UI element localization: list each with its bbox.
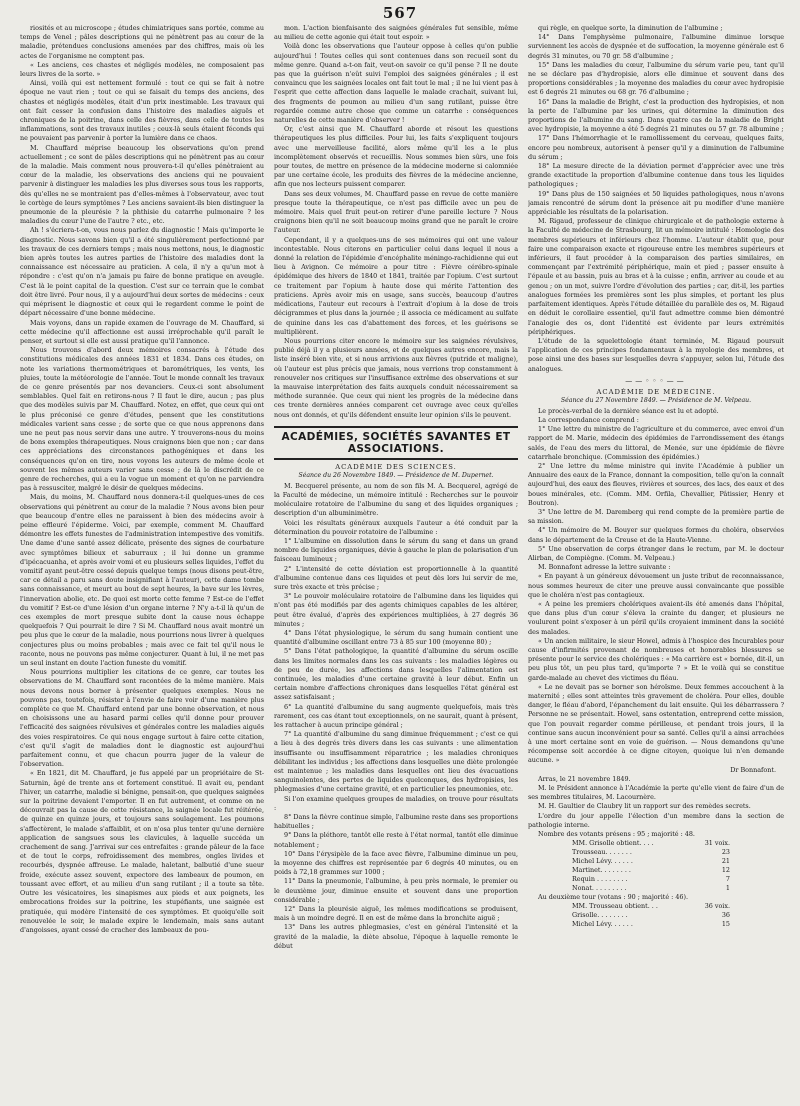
candidate-name: Grisolle. . . . . . . . <box>572 911 628 920</box>
column-2-report <box>274 482 518 951</box>
paragraph: Le procès-verbal de la dernière séance est lu et adopté. <box>538 406 719 415</box>
vote-row <box>528 902 784 911</box>
vote-row <box>528 884 784 893</box>
vote-row <box>528 920 784 929</box>
paragraph: 18° La mesure directe de la déviation permet d'apprécier avec une très grande exactitude la proportion d'albumine contenue dans tous les liquides pathologiques ; <box>528 162 784 189</box>
vote-count: 7 <box>725 875 730 884</box>
paragraph: Nombre des votants présens : 95 ; majorité : 48. <box>538 830 695 839</box>
paragraph: mon. L'action bienfaisante des saignées générales fut sensible, même au milieu de cette agonie qui était tout espoir. » <box>274 24 518 42</box>
academy-sciences-title: ACADÉMIE DES SCIENCES. <box>335 462 457 471</box>
paragraph: 2° L'intensité de cette déviation est proportionnelle à la quantité d'albumine contenue dans ces liquides et peut dès lors lui servir de me, sure très exacte et très précise ; <box>274 564 518 591</box>
vote-table-first-round <box>528 839 784 893</box>
paragraph: 2° Une lettre du même ministre qui invite l'Académie à publier un Annuaire des eaux de la France, donnant la composition, telle qu'on la connaît aujourd'hui, des eaux des fleuves, rivières et sources, des lacs, des eaux et des boues minérales, etc. (Comm. MM. Orfila, Chevallier, Pâtissier, Henry et Boutron). <box>528 461 784 507</box>
paragraph: 16° Dans la maladie de Bright, c'est la production des hydropisies, et non la perte de l'albumine par les urines, qui détermine la diminution des proportions de l'albumine du sang. Dans quatre cas de la maladie de Bright avec hydropisie, la moyenne a été 5 degrés 21 minutes ou 57 gr. 78 albumine ; <box>528 97 784 134</box>
paragraph: Cependant, il y a quelques-uns de ses mémoires qui ont une valeur incontestable. Nous citerons en particulier celui dans lequel il nous a donné la relation de l'épidémie d'encéphalite méningo-rachidienne qui eut lieu à Avignon. Ce mémoire a pour titre : Fièvre cérébro-spinale épidémique des hivers de 1840 et 1841, traitée par l'opium. C'est surtout ce traitement par l'opium à haute dose qui mérite l'attention des praticiens. Après avoir mis en usage, sans succès, beaucoup d'autres médications, l'auteur eut recours à l'extrait d'opium à la dose de trois décigrammes et plus dans la journée ; il associa ce médicament au sulfate de quinine dans les cas d'abattement des forces, et les guérisons se multiplièrent. <box>274 235 518 336</box>
column-3 <box>528 24 784 1104</box>
vote-row <box>528 911 784 920</box>
vote-count: 15 <box>721 920 730 929</box>
column-1-paragraphs <box>20 24 264 935</box>
paragraph: 14° Dans l'emphysème pulmonaire, l'albumine diminue lorsque surviennent les accès de dyspnée et de suffocation, la moyenne générale est 6 degrés 31 minutes, ou 70 gr. 58 d'albumine ; <box>528 33 784 60</box>
paragraph: 13° Dans les autres phlegmasies, c'est en général l'intensité et la gravité de la maladie, la diète absolue, l'époque à laquelle remonte le début <box>274 923 518 950</box>
candidate-name: Michel Lévy. . . . . . <box>572 920 633 929</box>
paragraph: 3° Une lettre de M. Daremberg qui rend compte de la première partie de sa mission. <box>528 507 784 526</box>
paragraph: L'ordre du jour appelle l'élection d'un membre dans la section de pathologie interne. <box>528 811 784 829</box>
candidate-name: MM. Grisolle obtient. . . . <box>572 839 654 848</box>
paragraph: 12° Dans la pleurésie aiguë, les mêmes modifications se produisent, mais à un moindre degré. Il en est de même dans la bronchite aiguë ; <box>274 905 518 923</box>
vote-count: 1 <box>725 884 730 893</box>
paragraph: La correspondance comprend : <box>538 415 639 424</box>
paragraph: « A peine les premiers cholériques avaient-ils été amenés dans l'hôpital, que dans plus d'un cœur s'éleva la crainte du danger, et plusieurs ne voulurent point s'exposer à un péril qu'ils croyaient imminent dans la société des malades. <box>528 599 784 636</box>
paragraph: M. Chauffard méprise beaucoup les observations qu'on prend actuellement ; ce sont de pâles descriptions qui ne pénètrent pas au cœur de la maladie. Mais comment nous prouvera-t-il qu'elles pénètraient au cœur de la maladie, les observations des anciens qui ne pouvaient parvenir à distinguer les maladies les plus diverses sous tous les rapports, dès qu'elles ne se montraient pas d'elles-mêmes à l'observateur, avec tout le cortège de leurs symptômes ? Les anciens savaient-ils bien distinguer la pneumonie de la pleurésie ? la phthisie du catarrhe pulmonaire ? les maladies du cœur l'une de l'autre ? etc., etc. <box>20 143 264 226</box>
vote-count: 12 <box>721 866 730 875</box>
vote-count: 23 <box>721 848 730 857</box>
paragraph: Mais voyons, dans un rapide examen de l'ouvrage de M. Chauffard, si cette médecine qu'il affectionne est aussi irréprochable qu'il paraît le penser, et surtout si elle est aussi pratique qu'il l'annonce. <box>20 318 264 345</box>
paragraph: M. Bonnafont adresse la lettre suivante : <box>538 563 671 572</box>
paragraph: « En payant à un généreux dévouement un juste tribut de reconnaissance, nous sommes heureux de citer une preuve aussi convaincante que possible que le choléra n'est pas contagieux. <box>528 572 784 599</box>
paragraph: 19° Dans plus de 150 saignées et 50 liquides pathologiques, nous n'avons jamais rencontré de sérum dont la présence ait pu modifier d'une manière appréciable les résultats de la polarisation. <box>528 189 784 217</box>
paragraph: Ainsi, voilà qui est nettement formulé : tout ce qui se fait à notre époque ne vaut rien ; tout ce qui se faisait du temps des anciens, des chastes et négligés modèles, était d'un prix inestimable. Les travaux qui ont fait cesser la confusion dans l'histoire des maladies aiguës et chroniques de la poitrine, dans celle des fièvres, dans celle de toutes les inflammations, sont des travaux inutiles ; ceux-là seuls étaient féconds qui ne pouvaient pas parvenir à porter la lumière dans ce chaos. <box>20 79 264 143</box>
paragraph: L'étude de la squelettologie étant terminée, M. Rigaud poursuit l'application de ces principes fondamentaux à la myologie des membres, et pose ainsi une des bases sur lesquelles devra s'appuyer, selon lui, l'étude des analogues. <box>528 336 784 373</box>
vote-table-second-round <box>528 902 784 929</box>
candidate-name: Nonat. . . . . . . . . <box>572 884 627 893</box>
paragraph: Dans ses deux volumes, M. Chauffard passe en revue de cette manière presque toute la thérapeutique, ce n'est pas difficile avec un peu de mémoire. Mais quel fruit peut-on retirer d'une pareille lecture ? Nous craignons bien qu'il ne soit beaucoup moins grand que ne paraît le croire l'auteur. <box>274 189 518 235</box>
paragraph: 4° Dans l'état physiologique, le sérum du sang humain contient une quantité d'albumine oscillant entre 73 à 85 sur 100 (moyenne 80) ; <box>274 628 518 647</box>
paragraph: M. Rigaud, professeur de clinique chirurgicale et de pathologie externe à la Faculté de médecine de Strasbourg, lit un mémoire intitulé : Homologie des membres supérieurs et inférieurs chez l'homme. L'auteur établit que, pour faire une comparaison exacte et rigoureuse entre les membres supérieurs et inférieurs, il faut procéder à la comparaison des parties similaires, en commençant par l'extrémité périphérique, main et pied ; passer ensuite à l'épaule et au bassin, puis au bras et à la cuisse ; enfin, arriver au coude et au genou ; on un mot, suivre l'ordre d'évolution des parties ; car, dit-il, les parties analogues formées les premières sont les plus simples, et portant les plus parfaitement identiques. Après l'étude détaillée du parallèle des os, M. Rigaud en déduit le corollaire essentiel, qu'il faut admettre comme bien démontré l'analogie des os, dont l'identité est évidente par leurs extrémités périphériques. <box>528 217 784 336</box>
paragraph: 9° Dans la pléthore, tantôt elle reste à l'état normal, tantôt elle diminue notablement ; <box>274 831 518 849</box>
paragraph: Voici les résultats généraux auxquels l'auteur a été conduit par la détermination du pouvoir rotatoire de l'albumine : <box>274 518 518 536</box>
candidate-name: Martinet. . . . . . . . <box>572 866 631 875</box>
candidate-name: Trousseau. . . . . . . <box>572 848 632 857</box>
column-3-election <box>528 775 784 839</box>
paragraph: 11° Dans la pneumonie, l'albumine, à peu près normale, le premier ou le deuxième jour, diminue ensuite et souvent dans une proportion considérable ; <box>274 877 518 904</box>
paragraph: 8° Dans la fièvre continue simple, l'albumine reste dans ses proportions habituelles ; <box>274 813 518 831</box>
paragraph: 5° Dans l'état pathologique, la quantité d'albumine du sérum oscille dans les limites normales dans les cas suivants : les maladies légères ou de peu de durée, les affections dans lesquelles l'alimentation est continuée, les maladies d'une certaine gravité à leur début. Enfin un certain nombre d'affections chroniques dans lesquelles l'état général est assez satisfaisant ; <box>274 647 518 702</box>
vote-row <box>528 875 784 884</box>
candidate-name: MM. Trousseau obtient. . . <box>572 902 658 911</box>
vote-count: 36 <box>721 911 730 920</box>
paragraph: 10° Dans l'érysipèle de la face avec fièvre, l'albumine diminue un peu, la moyenne des chiffres est représentée par 6 degrés 40 minutes, ou en poids à 72,18 grammes sur 1000 ; <box>274 849 518 877</box>
paragraph: 5° Une observation de corps étranger dans le rectum, par M. le docteur Alirban, de Compiègne. (Comm. M. Velpeau.) <box>528 544 784 562</box>
column-3-correspondence <box>528 407 784 766</box>
paragraph: M. H. Gaultier de Claubry lit un rapport sur des remèdes secrets. <box>538 802 751 811</box>
paragraph: Mais, du moins, M. Chauffard nous donnera-t-il quelques-unes de ces observations qui pénètrent au cœur de la maladie ? Nous avons bien peur que beaucoup d'entre elles ne paraissent à bien des médecins avoir à peine effleuré l'épiderme. Voici, par exemple, comment M. Chauffard démontre les effets funestes de l'administration intempestive des vomitifs. Une dame d'une santé assez délicate, présente des signes de courbature avec symptômes bilieux et saburraux ; il lui donne un gramme d'ipécacuanha, et après avoir vomi et eu plusieurs selles liquides, l'effet du vomitif ayant peut-être cessé depuis quelque temps (nous disons peut-être, car ce détail a paru sans doute insignifiant à l'auteur), cette dame tombe sans connaissance, et meurt au bout de sept heures, la bave sur les lèvres, l'innervation abolie, etc. De quoi est morte cette femme ? Est-ce de l'effet du vomitif ? Est-ce d'une lésion d'un organe interne ? N'y a-t-il là qu'un de ces exemples de mort presque subite dont la cause nous échappe quelquefois ? Qui pourrait le dire ? Si M. Chauffard nous avait montré un peu plus que le cœur de la maladie, nous pourrions nous livrer à quelques conjectures plus ou moins probables ; mais avec ce fait tel qu'il nous le raconte, nous ne pouvons pas même conjecturer. Quant à lui, il ne met pas un seul instant en doute l'action funeste du vomitif. <box>20 493 264 668</box>
paragraph: Nous pourrions multiplier les citations de ce genre, car toutes les observations de M. Chauffard sont racontées de la même manière. Mais nous devons nous borner à présenter quelques exemples. Nous ne pouvons pas, toutefois, résister à l'envie de faire voir d'une manière plus complète ce que M. Chauffard entend par une bonne observation, et nous en choisissons une au hasard parmi celles qu'il donne pour prouver l'efficacité des saignées révulsives et générales contre les maladies aiguës des voies respiratoires. Ce qui nous engage surtout à faire cette citation, c'est qu'il s'agit de maladies dont le diagnostic est aujourd'hui parfaitement connu, et que chacun pourra juger de la valeur de l'observation. <box>20 668 264 769</box>
paragraph: qui règle, en quelque sorte, la diminution de l'albumine ; <box>538 24 723 32</box>
paragraph: 17° Dans l'hémorrhagie et le ramollissement du cerveau, quelques faits, encore peu nombreux, autorisent à penser qu'il y a diminution de l'albumine du sérum ; <box>528 134 784 161</box>
paragraph: M. le Président annonce à l'Académie la perte qu'elle vient de faire d'un de ses membres titulaires, M. Lacournère. <box>528 784 784 802</box>
column-3-paragraphs <box>528 24 784 374</box>
section-title: ACADÉMIES, SOCIÉTÉS SAVANTES ET ASSOCIATIONS. <box>274 426 518 460</box>
paragraph: Or, c'est ainsi que M. Chauffard aborde et résout les questions thérapeutiques les plus difficiles. Pour lui, les faits s'expliquent toujours avec une merveilleuse facilité, alors même qu'il les a le plus incomplètement observés et recueillis. Nous sommes bien sûrs, une fois pour toutes, de mettre en présence de la médecine moderne si calomniée par une certaine école, les produits des fièvres de la médecine ancienne, afin que nos lecteurs puissent comparer. <box>274 125 518 189</box>
paragraph: « Les anciens, ces chastes et négligés modèles, ne composaient pas leurs livres de la sorte. » <box>20 60 264 79</box>
paragraph: Ah ! s'écriera-t-on, vous nous parlez du diagnostic ! Mais qu'importe le diagnostic. Nous savons bien qu'il a été singulièrement perfectionné par les travaux de ces derniers temps ; mais nous mettons, nous, le diagnostic bien après toutes les autres parties de l'histoire des maladies dont la connaissance est nécessaire au praticien. A cela, il n'y a qu'un mot à répondre : c'est qu'on n'a jamais pu faire de bonne pratique en aveugle. C'est là le point capital de la question. C'est sur ce terrain que le combat doit être livré. Pour nous, il y a aujourd'hui deux sortes de médecins : ceux qui méprisent le diagnostic et ceux qui le regardent comme le point de départ nécessaire d'une bonne médecine. <box>20 226 264 318</box>
vote-row <box>528 866 784 875</box>
column-1 <box>20 24 264 1104</box>
paragraph: Si l'on examine quelques groupes de maladies, on trouve pour résultats : <box>274 794 518 812</box>
candidate-name: Requin . . . . . . . . <box>572 875 628 884</box>
paragraph: riosités et au microscope ; études chimiatriques sans portée, comme au temps de Venel ; pâles descriptions qui ne pénètrent pas au cœur de la maladie, prétendues conclusions amenées par des chiffres, mais où les actes de l'organisme ne comptent pas. <box>20 24 264 60</box>
column-2 <box>274 24 518 1104</box>
second-round-line: Au deuxième tour (votans : 90 ; majorité : 46). <box>538 893 688 902</box>
page-number: 567 <box>382 4 418 22</box>
vote-count: 31 voix. <box>704 839 730 848</box>
seance-line: Séance du 26 Novembre 1849. — Présidence de M. Dupernet. <box>298 471 494 479</box>
vote-count: 21 <box>721 857 730 866</box>
paragraph: Voilà donc les observations que l'auteur oppose à celles qu'on publie aujourd'hui ! Toutes celles qui sont contenues dans son recueil sont du même genre. Quand a-t-on fait, veut-on savoir ce qu'il pense ? Il ne doute pas que la guérison n'eût suivi l'emploi des saignées générales ; il est convaincu que les saignées locales ont fait tout le mal ; il ne lui vient pas à l'esprit que cette affection dans laquelle le malade crachait, suivant lui, des fragments de poumon au milieu d'un sang rutilant, puisse être regardée comme autre chose que comme un catarrhe : conséquences naturelles de cette manière d'observer ! <box>274 42 518 125</box>
vote-row <box>528 857 784 866</box>
seance-line: Séance du 27 Novembre 1849. — Présidence de M. Velpeau. <box>560 396 752 404</box>
paragraph: « Un ancien militaire, le sieur Howel, admis à l'hospice des Incurables pour cause d'infirmités provenant de nombreuses et honorables blessures se présente pour le service des cholériques : « Ma carrière est « bornée, dit-il, un peu plus tôt, un peu plus tard, qu'importe ? » Et le voilà qui se constitue garde-malade au chevet des victimes du fléau. <box>528 636 784 682</box>
paragraph: 4° Un mémoire de M. Bouyer sur quelques formes du choléra, observées dans le département de la Creuse et de la Haute-Vienne. <box>528 526 784 544</box>
paragraph: 15° Dans les maladies du cœur, l'albumine du sérum varie peu, tant qu'il ne se déclare pas d'hydropisie, alors elle diminue et souvent dans des proportions considérables ; la moyenne des maladies du cœur avec hydropisie est 6 degrés 21 minutes ou 68 gr. 76 d'albumine ; <box>528 60 784 97</box>
academy-medecine-title: ACADÉMIE DE MÉDECINE. <box>596 387 716 396</box>
vote-row <box>528 848 784 857</box>
paragraph: Nous pourrions citer encore le mémoire sur les saignées révulsives, publié déjà il y a plusieurs années, et de quelques autres encore, mais la liste inséré bien vite, et si nous arrivions aux fièvres (putride et maligne), où l'auteur est plus précis que jamais, nous verrions trop constamment à renouveler nos critiques sur l'insuffisance extrême des observations et sur la mauvaise interprétation des faits auxquels conduit nécessairement sa méthode surannée. Que ceux qui nient les progrès de la médecine dans ces trente dernières années comparent cet ouvrage avec ceux qu'elles nous ont donnés, et qu'ils défendent ensuite leur opinion s'ils le peuvent. <box>274 336 518 419</box>
ornament-divider: ——◦◦◦—— <box>625 376 687 385</box>
signature: Dr Bonnafont. <box>730 765 776 774</box>
vote-count: 36 voix. <box>704 902 730 911</box>
paragraph: « Le ne devait pas se borner son héroïsme. Deux femmes accouchent à la maternité ; elles sont atteintes très gravement de choléra. Pour elles, double danger, le fléau d'abord, l'épanchement du lait ensuite. Qui les débarrassera ? Personne ne se présentait. Howel, sans ostentation, entreprend cette mission, que l'on pouvait regarder comme périlleuse, et pendant trois jours, il la continue sans aucun inconvénient pour sa santé. Celles qu'il a ainsi arrachées à une mort certaine sont en voie de guérison. — Nous demandons qu'une récompense soit accordée à ce digne citoyen, quoique lui n'en demande aucune. » <box>528 682 784 765</box>
paragraph: Nous trouvons d'abord deux mémoires consacrés à l'étude des constitutions médicales des années 1831 et 1834. Dans ces études, on note les variations thermométriques et barométriques, les vents, les pluies, toute la météorologie de l'année. Tout le monde connaît les travaux de ce genre présentés par nos devanciers. Ceux-ci sont absolument semblables. Quel fait en retirons-nous ? Il faut le dire, aucun ; pas plus que des modèles suivis par M. Chauffard. Notez, en effet, que ceux qui ont le plus préconisé ce genre d'études, pensent que les constitutions médicales varient sans cesse ; de sorte que ce que nous apprenons dans une ne peut pas nous servir dans une autre. Y trouverons-nous du moins de bons exemples thérapeutiques. Nous craignons bien que non ; car dans ces appréciations des circonstances pathogéniques et dans les conséquences qu'on en tire, nous voyons les auteurs de même école et souvent les mêmes auteurs varier sans cesse ; de là le discrédit de ce genre de recherches, qui a eu la vogue un moment et qu'on ne parviendra pas à ressusciter, malgré le désir de quelques médecins. <box>20 346 264 493</box>
vote-row <box>528 839 784 848</box>
paragraph: Arras, le 21 novembre 1849. <box>538 774 631 783</box>
paragraph: 1° Une lettre du ministre de l'agriculture et du commerce, avec envoi d'un rapport de M. Marie, médecin des épidémies de l'arrondissement des étangs salés, de l'eau des mers du littoral, de Menée, sur une épidémie de fièvre catarrhale bronchique. (Commission des épidémies.) <box>528 425 784 461</box>
paragraph: 1° L'albumine en dissolution dans le sérum du sang et dans un grand nombre de liquides organiques, dévie à gauche le plan de polarisation d'un faisceau lumineux ; <box>274 536 518 564</box>
paragraph: 6° La quantité d'albumine du sang augmente quelquefois, mais très rarement, ces cas étant tout exceptionnels, on ne saurait, quant à présent, les rattacher à aucun principe général ; <box>274 702 518 730</box>
column-2-paragraphs <box>274 24 518 420</box>
paragraph: « En 1821, dit M. Chauffard, je fus appelé par un propriétaire de St-Saturnin, âgé de trente ans et fortement constitué. Il avait eu, pendant l'hiver, un catarrhe, maladie si bénigne, pensait-on, que quelques saignées sur la poitrine devaient l'emporter. Il en fut autrement, et comme on ne découvrait pas la cause de cette résistance, la saignée locale fut réitérée, de quinze en quinze jours, et toujours sans soulagement. Les poumons s'affectèrent, le malade s'affaiblit, et on n'osa plus tenter qu'une dernière application de sangsues sous les clavicules, à laquelle succéda un crachement de sang. J'arrivai sur ces entrefaites : grande pâleur de la face et de tout le corps, refroidissement des membres, ongles livides et recourbés, dyspnée affreuse. Le malade, haletant, balbutié d'une sueur froide, exécute assez souvent, expectore des lambeaux de poumon, en toussant avec effort, et au milieu d'un sang rutilant ; il a toute sa tête. Outre les vésicatoires, les sinapismes aux pieds et aux poignets, les embrocations froides sur la poitrine, les stupéfiants, une saignée est pratiquée, qui modère l'intensité de ces symptômes. Et quoiqu'elle soit renouvelée le soir, le malade expire le lendemain, mais sans autant d'angoisses, ayant cessé de cracher des lambeaux de pou- <box>20 769 264 934</box>
paragraph: 7° La quantité d'albumine du sang diminue fréquemment ; c'est ce qui a lieu à des degrés très divers dans les cas suivants : une alimentation insuffisante ou insuffisamment réparatrice ; les maladies chroniques débilitant les individus ; les affections dans lesquelles une diète prolongée est maintenue ; les maladies dans lesquelles ont lieu des évacuations sanguinolentes, des pertes de liquides quelconques, des hydropisies, les phlegmasies d'une certaine gravité, et en particulier les pneumonies, etc. <box>274 730 518 794</box>
candidate-name: Michel Lévy. . . . . . <box>572 857 633 866</box>
paragraph: M. Becquerel présente, au nom de son fils M. A. Becquerel, agrégé de la Faculté de médecine, un mémoire intitulé : Recherches sur le pouvoir moléculaire rotatoire de l'albumine du sang et des liquides organiques ; description d'un albuminimètre. <box>274 481 518 518</box>
paragraph: 3° Le pouvoir moléculaire rotatoire de l'albumine dans les liquides qui n'ont pas été modifiés par des agents chimiques capables de les altérer, peut être évalué, d'après des expériences multipliées, à 27 degrés 36 minutes ; <box>274 592 518 628</box>
